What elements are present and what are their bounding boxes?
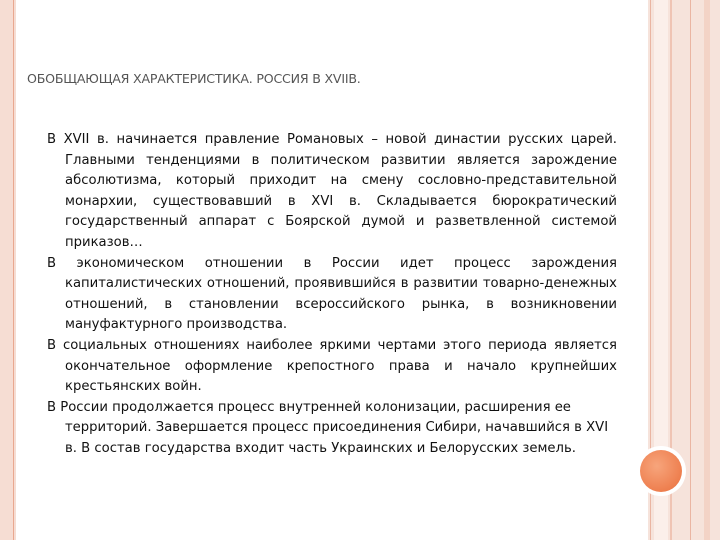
paragraph-politics: В XVII в. начинается правление Романовых – новой династии русских царей. Главными тенденциями в политическом развитии является зарождение абсолютизма, который приходит на смену сословно-представительной монархии, существовавший в XVI в. Складывается бюрократический государственный аппарат с Боярской думой и разветвленной системой приказов… [47, 132, 617, 250]
right-frame-line [704, 0, 710, 540]
paragraph-society: В социальных отношениях наиболее яркими чертами этого периода является окончательное оформление крепостного права и начало крупнейших крестьянских войн. [47, 337, 617, 395]
left-frame-line [13, 0, 14, 540]
decorative-circle [640, 450, 682, 492]
right-frame-line [690, 0, 691, 540]
slide-body [47, 130, 617, 460]
slide-title: ОБОБЩАЮЩАЯ ХАРАКТЕРИСТИКА. РОССИЯ В XVIIВ. [27, 71, 361, 86]
paragraph-economy: В экономическом отношении в России идет процесс зарождения капиталистических отношений, проявившийся в развитии товарно-денежных отношений, в становлении всероссийского рынка, в возникновении мануфактурного производства. [47, 255, 617, 333]
paragraph-territory: В России продолжается процесс внутренней колонизации, расширения ее территорий. Завершается процесс присоединения Сибири, начавшийся в XVI в. В состав государства входит часть Украинских и Белорусских земель. [47, 399, 609, 456]
